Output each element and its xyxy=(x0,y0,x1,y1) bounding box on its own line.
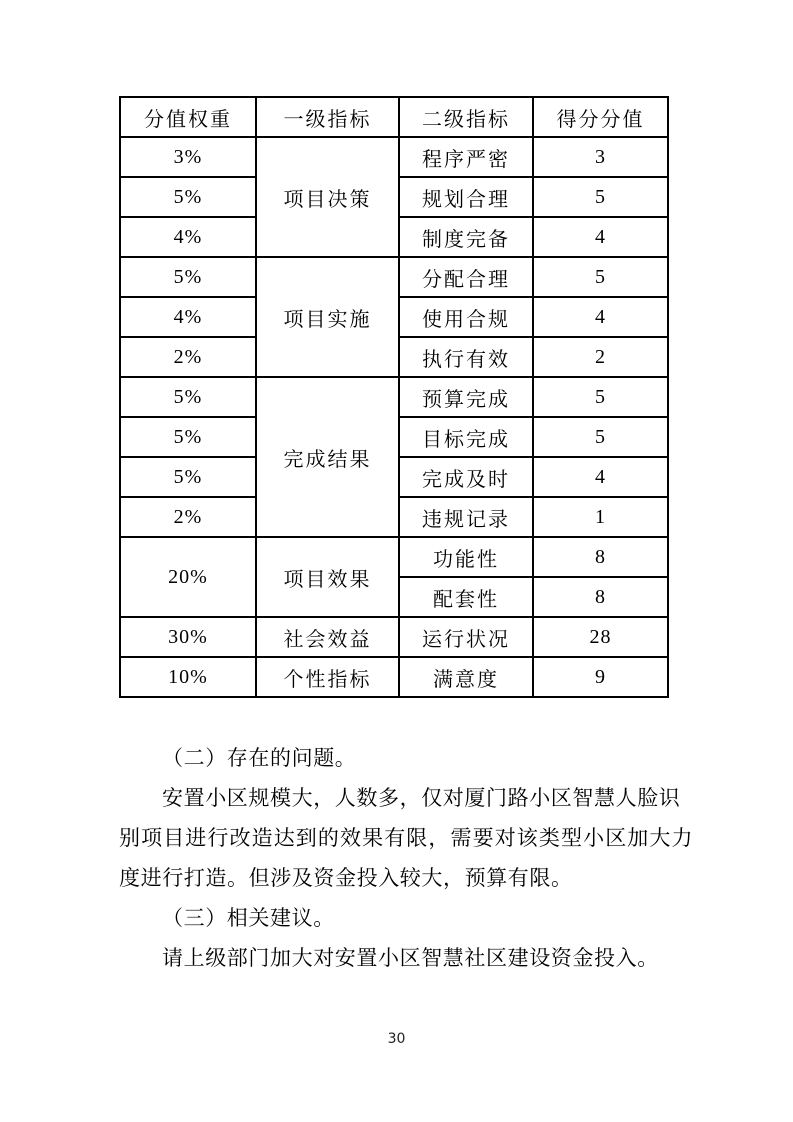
level1-cell: 社会效益 xyxy=(256,617,399,657)
paragraph-line: 别项目进行改造达到的效果有限，需要对该类型小区加大力 xyxy=(119,826,694,850)
weight-cell: 4% xyxy=(120,217,256,257)
level2-cell: 完成及时 xyxy=(399,457,533,497)
level2-cell: 配套性 xyxy=(399,577,533,617)
weight-cell: 20% xyxy=(120,537,256,617)
score-cell: 5 xyxy=(533,417,668,457)
page-number: 30 xyxy=(387,1031,406,1047)
column-header-weight: 分值权重 xyxy=(120,97,256,137)
score-cell: 4 xyxy=(533,297,668,337)
level2-cell: 目标完成 xyxy=(399,417,533,457)
level2-cell: 制度完备 xyxy=(399,217,533,257)
level1-cell: 完成结果 xyxy=(256,377,399,537)
level1-cell: 项目决策 xyxy=(256,137,399,257)
level2-cell: 违规记录 xyxy=(399,497,533,537)
score-cell: 5 xyxy=(533,257,668,297)
weight-cell: 5% xyxy=(120,257,256,297)
level2-cell: 规划合理 xyxy=(399,177,533,217)
score-cell: 4 xyxy=(533,457,668,497)
weight-cell: 10% xyxy=(120,657,256,697)
weight-cell: 30% xyxy=(120,617,256,657)
score-cell: 28 xyxy=(533,617,668,657)
level1-cell: 个性指标 xyxy=(256,657,399,697)
level1-cell: 项目效果 xyxy=(256,537,399,617)
score-cell: 5 xyxy=(533,177,668,217)
paragraph-line: 请上级部门加大对安置小区智慧社区建设资金投入。 xyxy=(162,946,659,970)
table-row xyxy=(120,257,668,297)
level2-cell: 预算完成 xyxy=(399,377,533,417)
paragraph-line: 安置小区规模大，人数多，仅对厦门路小区智慧人脸识 xyxy=(162,786,681,810)
content-area xyxy=(119,96,694,978)
table-row xyxy=(120,377,668,417)
score-cell: 5 xyxy=(533,377,668,417)
weight-cell: 4% xyxy=(120,297,256,337)
level2-cell: 满意度 xyxy=(399,657,533,697)
score-cell: 8 xyxy=(533,577,668,617)
level2-cell: 执行有效 xyxy=(399,337,533,377)
column-header-level1: 一级指标 xyxy=(256,97,399,137)
table-header-row xyxy=(120,97,668,137)
paragraph-heading-suggestions: （三）相关建议。 xyxy=(162,906,335,930)
score-cell: 1 xyxy=(533,497,668,537)
weight-cell: 5% xyxy=(120,417,256,457)
score-table xyxy=(119,96,669,698)
score-cell: 3 xyxy=(533,137,668,177)
weight-cell: 5% xyxy=(120,377,256,417)
paragraph-line: 度进行打造。但涉及资金投入较大，预算有限。 xyxy=(119,866,573,890)
level1-cell: 项目实施 xyxy=(256,257,399,377)
weight-cell: 5% xyxy=(120,457,256,497)
paragraph-heading-problems: （二）存在的问题。 xyxy=(162,746,357,770)
weight-cell: 3% xyxy=(120,137,256,177)
weight-cell: 5% xyxy=(120,177,256,217)
table-row xyxy=(120,657,668,697)
weight-cell: 2% xyxy=(120,497,256,537)
level2-cell: 使用合规 xyxy=(399,297,533,337)
weight-cell: 2% xyxy=(120,337,256,377)
score-cell: 4 xyxy=(533,217,668,257)
body-text xyxy=(119,738,694,978)
table-row xyxy=(120,617,668,657)
score-cell: 2 xyxy=(533,337,668,377)
level2-cell: 功能性 xyxy=(399,537,533,577)
level2-cell: 分配合理 xyxy=(399,257,533,297)
table-row xyxy=(120,137,668,177)
score-cell: 9 xyxy=(533,657,668,697)
level2-cell: 运行状况 xyxy=(399,617,533,657)
table-row xyxy=(120,537,668,577)
score-cell: 8 xyxy=(533,537,668,577)
column-header-score: 得分分值 xyxy=(533,97,668,137)
level2-cell: 程序严密 xyxy=(399,137,533,177)
column-header-level2: 二级指标 xyxy=(399,97,533,137)
